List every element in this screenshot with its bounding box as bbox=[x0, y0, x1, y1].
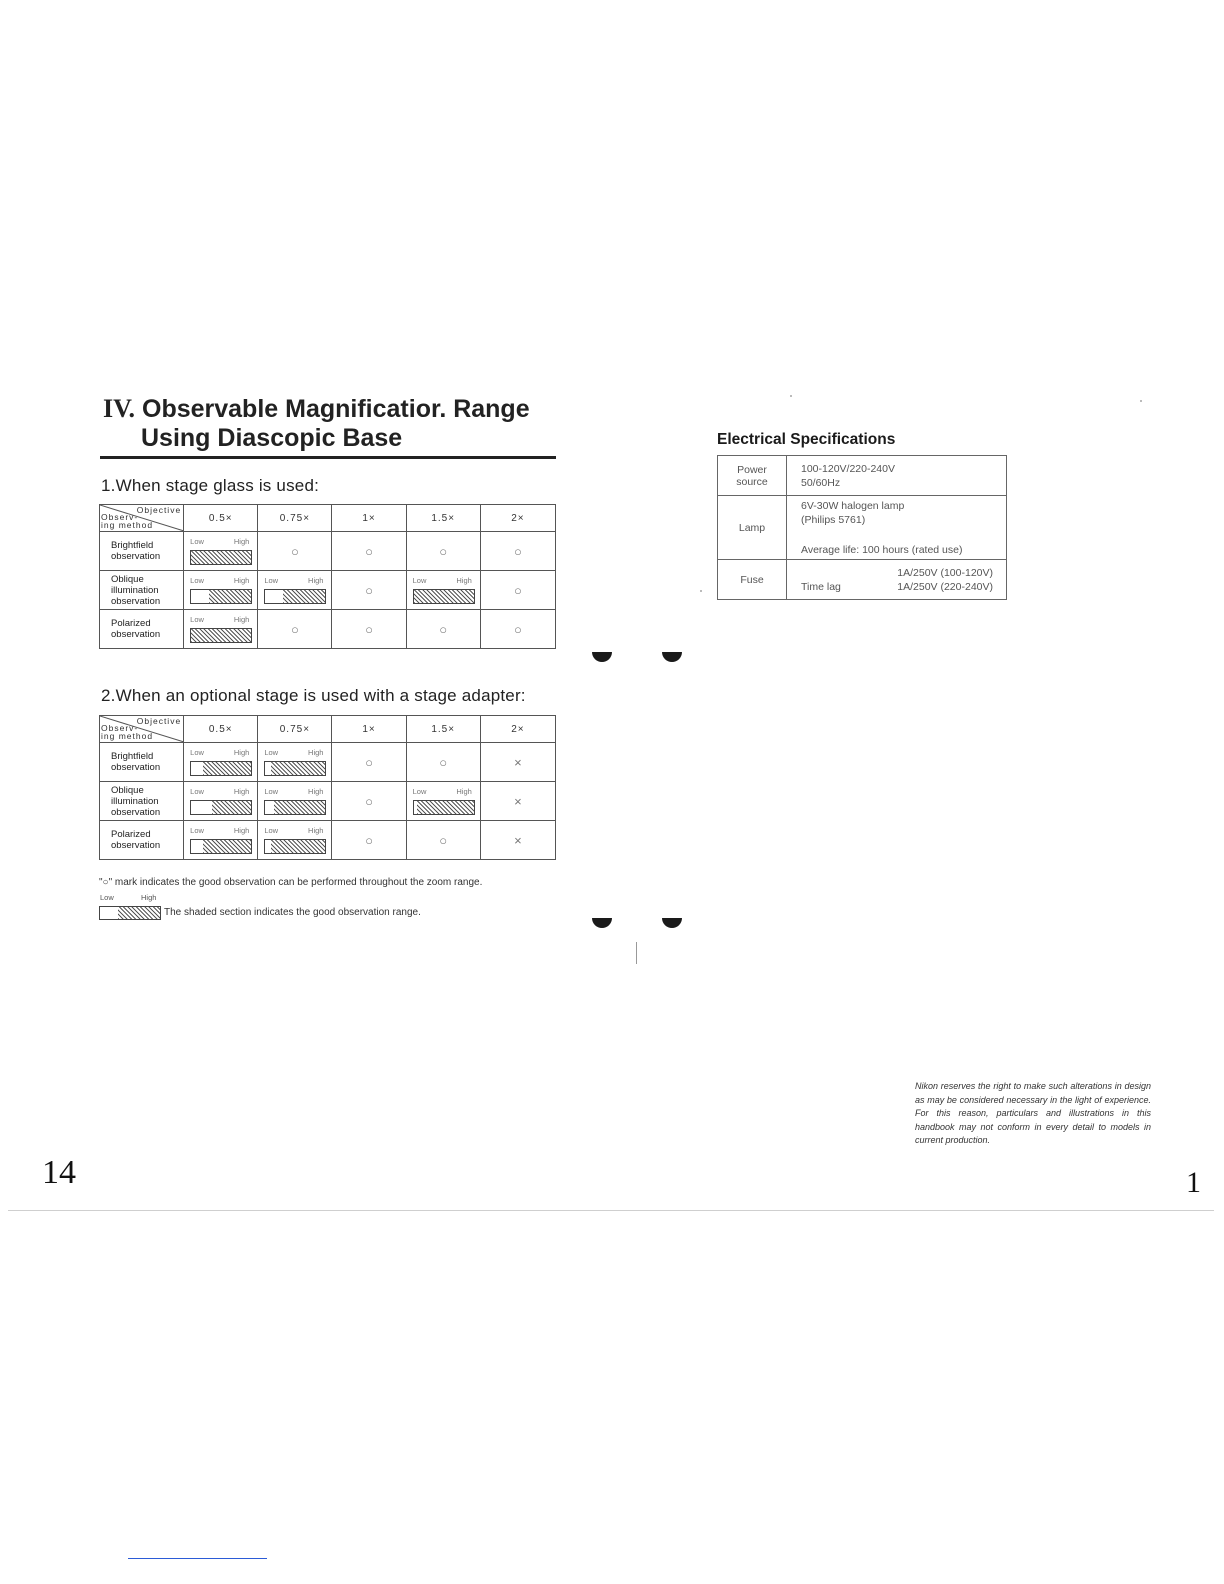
corner-header-cell bbox=[100, 716, 184, 743]
bar-low-label: Low bbox=[264, 826, 279, 835]
page-bottom-rule bbox=[8, 1210, 1214, 1211]
good-range-bar-cell bbox=[184, 782, 258, 821]
column-header: 1× bbox=[332, 716, 406, 743]
binding-hole-mark bbox=[592, 652, 612, 662]
spec-label-fuse: Fuse bbox=[718, 560, 787, 600]
table-row bbox=[100, 532, 556, 571]
good-range-shading bbox=[209, 590, 251, 603]
legend-shaded-bar bbox=[99, 906, 161, 920]
bar-high-label: High bbox=[308, 576, 324, 585]
good-range-shading bbox=[203, 840, 251, 853]
good-range-shading bbox=[417, 801, 474, 814]
table-row bbox=[100, 571, 556, 610]
table-header-row bbox=[100, 505, 556, 532]
fuse-time-lag-label: Time lag bbox=[801, 580, 841, 593]
column-header: 1.5× bbox=[406, 716, 480, 743]
spec-value-power: 100-120V/220-240V 50/60Hz bbox=[787, 456, 1007, 496]
column-header: 0.5× bbox=[184, 716, 258, 743]
good-range-bar-cell bbox=[184, 821, 258, 860]
good-range-bar bbox=[264, 761, 326, 776]
good-range-bar bbox=[264, 589, 326, 604]
table2-heading: 2.When an optional stage is used with a stage adapter: bbox=[101, 686, 526, 705]
observation-method-label: Brightfield observation bbox=[100, 743, 184, 782]
bar-high-label: High bbox=[233, 615, 250, 624]
bar-high-label: High bbox=[456, 787, 472, 796]
observation-method-label: Polarized observation bbox=[100, 821, 184, 860]
good-range-bar bbox=[190, 761, 252, 776]
observable-circle-mark: ○ bbox=[332, 532, 406, 571]
good-range-bar-cell bbox=[184, 610, 258, 649]
binding-hole-mark bbox=[662, 918, 682, 928]
observable-circle-mark: ○ bbox=[406, 610, 480, 649]
not-observable-mark: × bbox=[480, 743, 555, 782]
observing-header-label-2: ing method bbox=[101, 731, 154, 741]
good-range-bar bbox=[190, 550, 252, 565]
scan-speck bbox=[1140, 400, 1142, 402]
observable-circle-mark: ○ bbox=[332, 821, 406, 860]
disclaimer-text: Nikon reserves the right to make such alterations in design as may be considered necessary in the light of experience. For this reason, particulars and illustrations in this handbook may not conform in every detail to models in current production. bbox=[915, 1081, 1151, 1145]
spec-label-power: Power source bbox=[718, 456, 787, 496]
bar-high-label: High bbox=[233, 787, 250, 796]
column-header: 0.75× bbox=[258, 505, 332, 532]
observable-circle-mark: ○ bbox=[332, 571, 406, 610]
table-row bbox=[100, 821, 556, 860]
good-range-shading bbox=[274, 801, 325, 814]
not-observable-mark: × bbox=[480, 782, 555, 821]
table-row bbox=[100, 743, 556, 782]
spec-value-fuse: 1A/250V (100-120V) Time lag 1A/250V (220-240V) bbox=[787, 560, 1007, 600]
good-range-bar-cell bbox=[184, 743, 258, 782]
bar-low-label: Low bbox=[190, 576, 204, 585]
objective-header-label: Objective bbox=[136, 716, 182, 726]
spec-label-lamp: Lamp bbox=[718, 496, 787, 560]
bar-high-label: High bbox=[308, 826, 324, 835]
table1-heading: 1.When stage glass is used: bbox=[101, 476, 320, 495]
good-range-bar bbox=[190, 628, 252, 643]
bar-high-label: High bbox=[233, 576, 250, 585]
table-header-row bbox=[100, 716, 556, 743]
good-range-bar bbox=[413, 589, 475, 604]
section-roman-numeral: IV. bbox=[103, 394, 136, 423]
column-header: 1× bbox=[332, 505, 406, 532]
section-title-line2: Using Diascopic Base bbox=[141, 424, 403, 452]
binding-hole-mark bbox=[592, 918, 612, 928]
objective-header-label: Objective bbox=[136, 505, 182, 515]
bar-low-label: Low bbox=[264, 748, 279, 757]
page-bottom-blue-rule bbox=[128, 1558, 267, 1559]
good-range-shading bbox=[271, 840, 325, 853]
magnification-table-stage-glass bbox=[99, 504, 556, 649]
good-range-shading bbox=[414, 590, 474, 603]
section-title-line1: Observable Magnificatior. Range bbox=[142, 395, 530, 423]
good-range-bar bbox=[190, 589, 252, 604]
electrical-specs-table bbox=[717, 455, 1007, 600]
bar-high-label: High bbox=[233, 826, 250, 835]
electrical-specs-heading: Electrical Specifications bbox=[717, 431, 896, 448]
corner-header-cell bbox=[100, 505, 184, 532]
observation-method-label: Oblique illumination observation bbox=[100, 571, 184, 610]
not-observable-mark: × bbox=[480, 821, 555, 860]
column-header: 0.5× bbox=[184, 505, 258, 532]
spec-row-fuse bbox=[718, 560, 1007, 600]
page-number-right: 1 bbox=[1186, 1166, 1201, 1199]
bar-high-label: High bbox=[308, 748, 324, 757]
spec-value-lamp: 6V-30W halogen lamp (Philips 5761) Average life: 100 hours (rated use) bbox=[787, 496, 1007, 560]
good-range-shading bbox=[212, 801, 251, 814]
binding-hole-mark bbox=[662, 652, 682, 662]
observing-header-label: Observ- bbox=[101, 723, 139, 733]
spec-row-power bbox=[718, 456, 1007, 496]
bar-low-label: Low bbox=[264, 576, 279, 585]
table-row bbox=[100, 610, 556, 649]
bar-high-label: High bbox=[233, 537, 250, 546]
good-range-shading bbox=[191, 629, 251, 642]
legend-low-label: Low bbox=[100, 893, 114, 902]
observation-method-label: Oblique illumination observation bbox=[100, 782, 184, 821]
scan-speck bbox=[700, 590, 702, 592]
bar-low-label: Low bbox=[190, 787, 204, 796]
title-divider bbox=[100, 456, 556, 459]
observable-circle-mark: ○ bbox=[258, 610, 332, 649]
bar-high-label: High bbox=[308, 787, 324, 796]
good-range-bar-cell bbox=[184, 571, 258, 610]
good-range-bar-cell bbox=[184, 532, 258, 571]
good-range-bar bbox=[190, 800, 252, 815]
mark-legend-note: "○" mark indicates the good observation can be performed throughout the zoom range. bbox=[99, 877, 483, 888]
spec-row-lamp bbox=[718, 496, 1007, 560]
good-range-shading bbox=[271, 762, 325, 775]
bar-low-label: Low bbox=[412, 576, 427, 585]
observable-circle-mark: ○ bbox=[332, 610, 406, 649]
bar-low-label: Low bbox=[264, 787, 279, 796]
observation-method-label: Polarized observation bbox=[100, 610, 184, 649]
good-range-shading bbox=[283, 590, 325, 603]
observation-method-label: Brightfield observation bbox=[100, 532, 184, 571]
table-row bbox=[100, 782, 556, 821]
observing-header-label: Observ- bbox=[101, 512, 139, 522]
bar-low-label: Low bbox=[190, 748, 204, 757]
bar-high-label: High bbox=[456, 576, 472, 585]
bar-low-label: Low bbox=[190, 615, 204, 624]
column-header: 0.75× bbox=[258, 716, 332, 743]
good-range-bar-cell bbox=[258, 821, 332, 860]
section-title bbox=[103, 394, 563, 453]
scan-speck bbox=[790, 395, 792, 397]
good-range-bar bbox=[413, 800, 475, 815]
good-range-bar-cell bbox=[258, 782, 332, 821]
good-range-bar bbox=[264, 839, 326, 854]
good-range-shading bbox=[191, 551, 251, 564]
observable-circle-mark: ○ bbox=[480, 571, 555, 610]
bar-low-label: Low bbox=[412, 787, 427, 796]
bar-low-label: Low bbox=[190, 537, 204, 546]
shaded-legend-note: The shaded section indicates the good observation range. bbox=[164, 907, 421, 918]
column-header: 2× bbox=[480, 505, 555, 532]
good-range-shading bbox=[203, 762, 251, 775]
observable-circle-mark: ○ bbox=[332, 743, 406, 782]
page-number-left: 14 bbox=[42, 1154, 76, 1191]
good-range-bar-cell bbox=[406, 782, 480, 821]
observable-circle-mark: ○ bbox=[480, 610, 555, 649]
observing-header-label-2: ing method bbox=[101, 520, 154, 530]
good-range-bar-cell bbox=[258, 571, 332, 610]
magnification-table-stage-adapter bbox=[99, 715, 556, 860]
observable-circle-mark: ○ bbox=[258, 532, 332, 571]
bar-low-label: Low bbox=[190, 826, 204, 835]
observable-circle-mark: ○ bbox=[406, 821, 480, 860]
good-range-bar-cell bbox=[258, 743, 332, 782]
good-range-bar bbox=[190, 839, 252, 854]
good-range-bar bbox=[264, 800, 326, 815]
column-header: 1.5× bbox=[406, 505, 480, 532]
legend-high-label: High bbox=[141, 893, 157, 902]
column-header: 2× bbox=[480, 716, 555, 743]
good-range-bar-cell bbox=[406, 571, 480, 610]
observable-circle-mark: ○ bbox=[480, 532, 555, 571]
observable-circle-mark: ○ bbox=[406, 532, 480, 571]
observable-circle-mark: ○ bbox=[332, 782, 406, 821]
scan-artifact-line bbox=[636, 942, 637, 964]
bar-high-label: High bbox=[233, 748, 250, 757]
observable-circle-mark: ○ bbox=[406, 743, 480, 782]
